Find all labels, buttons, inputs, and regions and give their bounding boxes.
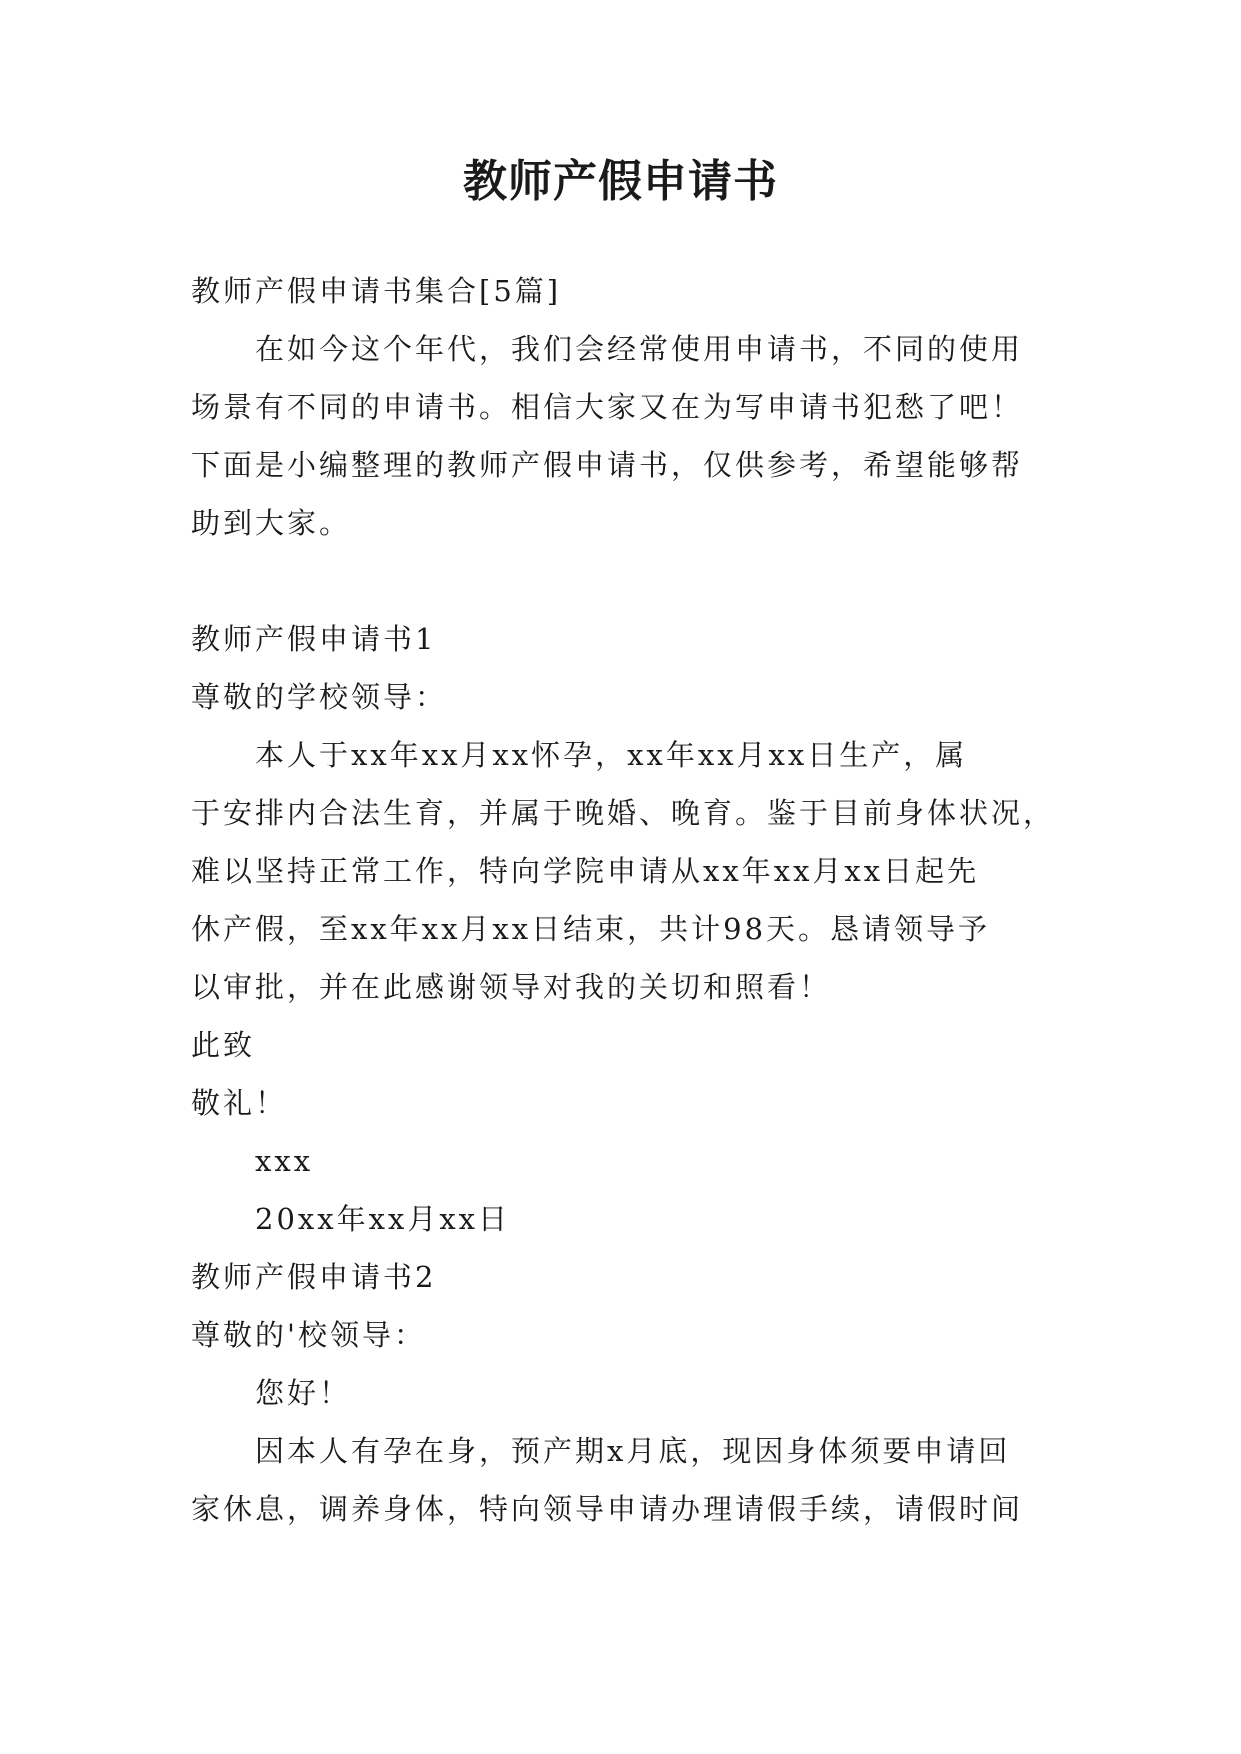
intro-paragraph	[191, 320, 1053, 552]
letter1-body-line: 以审批，并在此感谢领导对我的关切和照看！	[191, 970, 832, 1004]
collection-subtitle: 教师产假申请书集合[5篇]	[191, 274, 562, 308]
letter2-body-line: 因本人有孕在身，预产期x月底，现因身体须要申请回	[255, 1434, 1011, 1468]
letter2-body	[191, 1422, 1053, 1538]
letter1-heading: 教师产假申请书1	[191, 622, 437, 656]
paragraph-gap	[191, 552, 1053, 610]
letter1-salutation: 尊敬的学校领导：	[191, 680, 448, 714]
letter1-body-line: 休产假，至xx年xx月xx日结束，共计98天。恳请领导予	[191, 912, 991, 946]
letter1-body	[191, 726, 1056, 1016]
intro-line: 场景有不同的申请书。相信大家又在为写申请书犯愁了吧！	[191, 390, 1024, 424]
letter1-body-line: 于安排内合法生育，并属于晚婚、晚育。鉴于目前身体状况，	[191, 796, 1056, 830]
document-title: 教师产假申请书	[463, 156, 778, 207]
intro-line: 下面是小编整理的教师产假申请书，仅供参考，希望能够帮	[191, 448, 1024, 482]
letter1-closing-2: 敬礼！	[191, 1086, 288, 1120]
letter2-greeting: 您好！	[255, 1376, 352, 1410]
intro-line: 助到大家。	[191, 506, 352, 540]
letter1-signature: xxx	[255, 1144, 314, 1178]
letter1-closing-1: 此致	[191, 1028, 256, 1062]
letter2-heading: 教师产假申请书2	[191, 1260, 437, 1294]
letter2-salutation: 尊敬的'校领导：	[191, 1318, 426, 1352]
letter1-body-line: 难以坚持正常工作，特向学院申请从xx年xx月xx日起先	[191, 854, 980, 888]
document-body	[191, 262, 1056, 1538]
letter2-body-line: 家休息，调养身体，特向领导申请办理请假手续，请假时间	[191, 1492, 1024, 1526]
letter1-date: 20xx年xx月xx日	[255, 1202, 511, 1236]
intro-line: 在如今这个年代，我们会经常使用申请书，不同的使用	[255, 332, 1024, 366]
letter1-body-line: 本人于xx年xx月xx怀孕，xx年xx月xx日生产，属	[255, 738, 968, 772]
